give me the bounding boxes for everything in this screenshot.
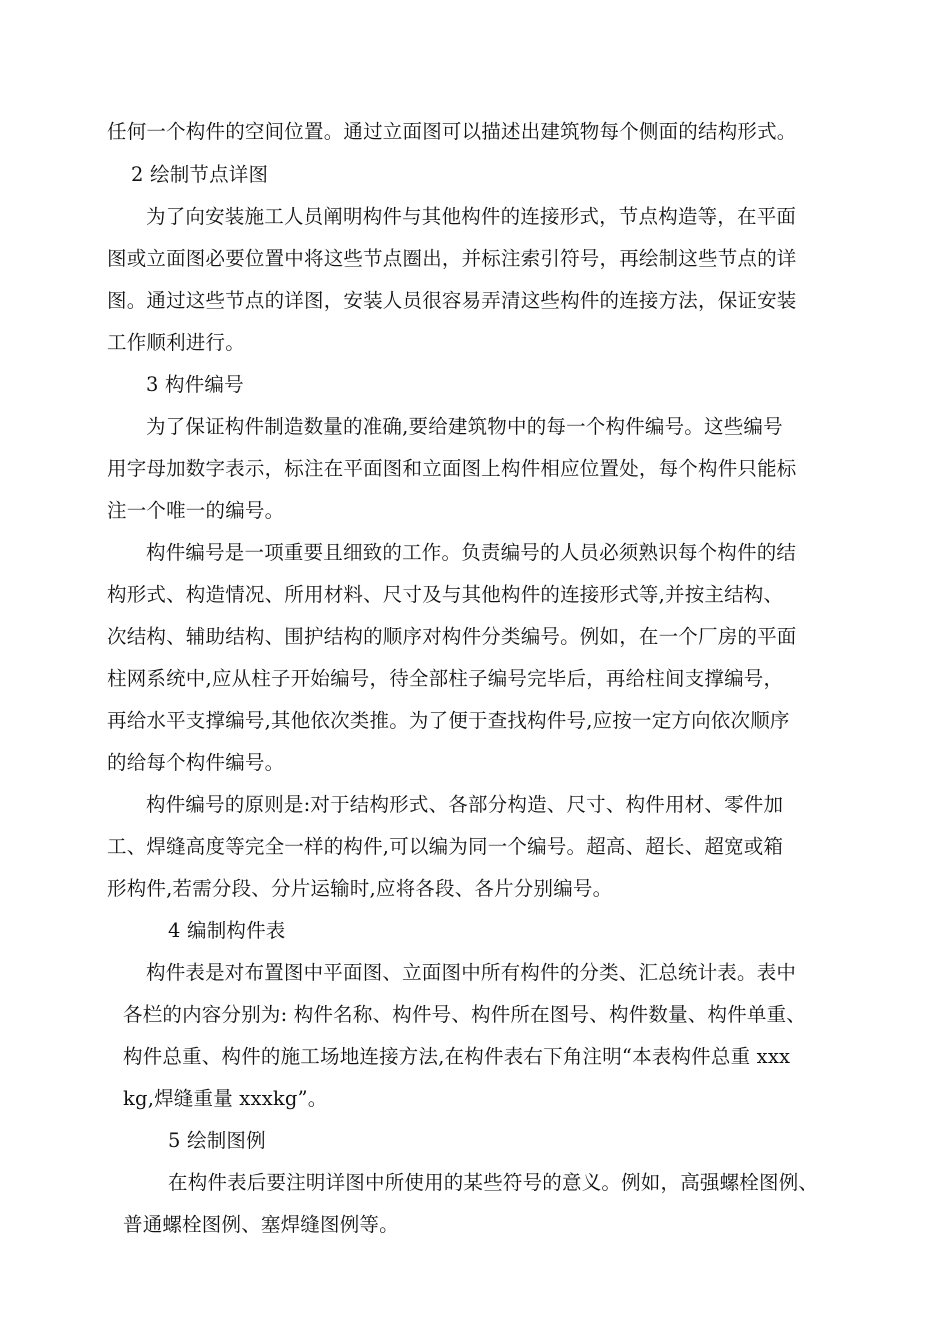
section-heading-5: 5 绘制图例 xyxy=(168,1129,266,1152)
section-heading-3: 3 构件编号 xyxy=(146,373,244,396)
section-heading-4: 4 编制构件表 xyxy=(168,919,286,942)
paragraph-line: 用字母加数字表示，标注在平面图和立面图上构件相应位置处，每个构件只能标 xyxy=(107,457,797,480)
paragraph-line: 任何一个构件的空间位置。通过立面图可以描述出建筑物每个侧面的结构形式。 xyxy=(107,120,797,143)
paragraph-line: 形构件,若需分段、分片运输时,应将各段、各片分别编号。 xyxy=(107,877,613,900)
paragraph-line: 工作顺利进行。 xyxy=(107,331,245,354)
paragraph-line: 注一个唯一的编号。 xyxy=(107,499,285,522)
paragraph-line: 图或立面图必要位置中将这些节点圈出，并标注索引符号，再绘制这些节点的详 xyxy=(107,247,797,270)
paragraph-line: 构形式、构造情况、所用材料、尺寸及与其他构件的连接形式等,并按主结构、 xyxy=(107,583,784,606)
paragraph-line: 为了保证构件制造数量的准确,要给建筑物中的每一个构件编号。这些编号 xyxy=(146,415,783,438)
paragraph-line: 各栏的内容分别为: 构件名称、构件号、构件所在图号、构件数量、构件单重、 xyxy=(123,1003,806,1026)
paragraph-line: 图。通过这些节点的详图，安装人员很容易弄清这些构件的连接方法，保证安装 xyxy=(107,289,797,312)
paragraph-line: 再给水平支撑编号,其他依次类推。为了便于查找构件号,应按一定方向依次顺序 xyxy=(107,709,790,732)
paragraph-line: 的给每个构件编号。 xyxy=(107,751,285,774)
paragraph-line: 在构件表后要注明详图中所使用的某些符号的意义。例如，高强螺栓图例、 xyxy=(168,1171,819,1194)
paragraph-line: 普通螺栓图例、塞焊缝图例等。 xyxy=(123,1213,399,1236)
paragraph-line: kg,焊缝重量 xxxkg”。 xyxy=(123,1087,328,1110)
paragraph-line: 为了向安装施工人员阐明构件与其他构件的连接形式，节点构造等，在平面 xyxy=(146,205,797,228)
paragraph-line: 构件编号是一项重要且细致的工作。负责编号的人员必须熟识每个构件的结 xyxy=(146,541,797,564)
paragraph-line: 构件总重、构件的施工场地连接方法,在构件表右下角注明“本表构件总重 xxx xyxy=(123,1045,791,1068)
paragraph-line: 次结构、辅助结构、围护结构的顺序对构件分类编号。例如，在一个厂房的平面 xyxy=(107,625,797,648)
paragraph-line: 构件编号的原则是:对于结构形式、各部分构造、尺寸、构件用材、零件加 xyxy=(146,793,784,816)
paragraph-line: 构件表是对布置图中平面图、立面图中所有构件的分类、汇总统计表。表中 xyxy=(146,961,797,984)
section-heading-2: 2 绘制节点详图 xyxy=(131,163,269,186)
paragraph-line: 工、焊缝高度等完全一样的构件,可以编为同一个编号。超高、超长、超宽或箱 xyxy=(107,835,784,858)
paragraph-line: 柱网系统中,应从柱子开始编号，待全部柱子编号完毕后，再给柱间支撑编号， xyxy=(107,667,784,690)
